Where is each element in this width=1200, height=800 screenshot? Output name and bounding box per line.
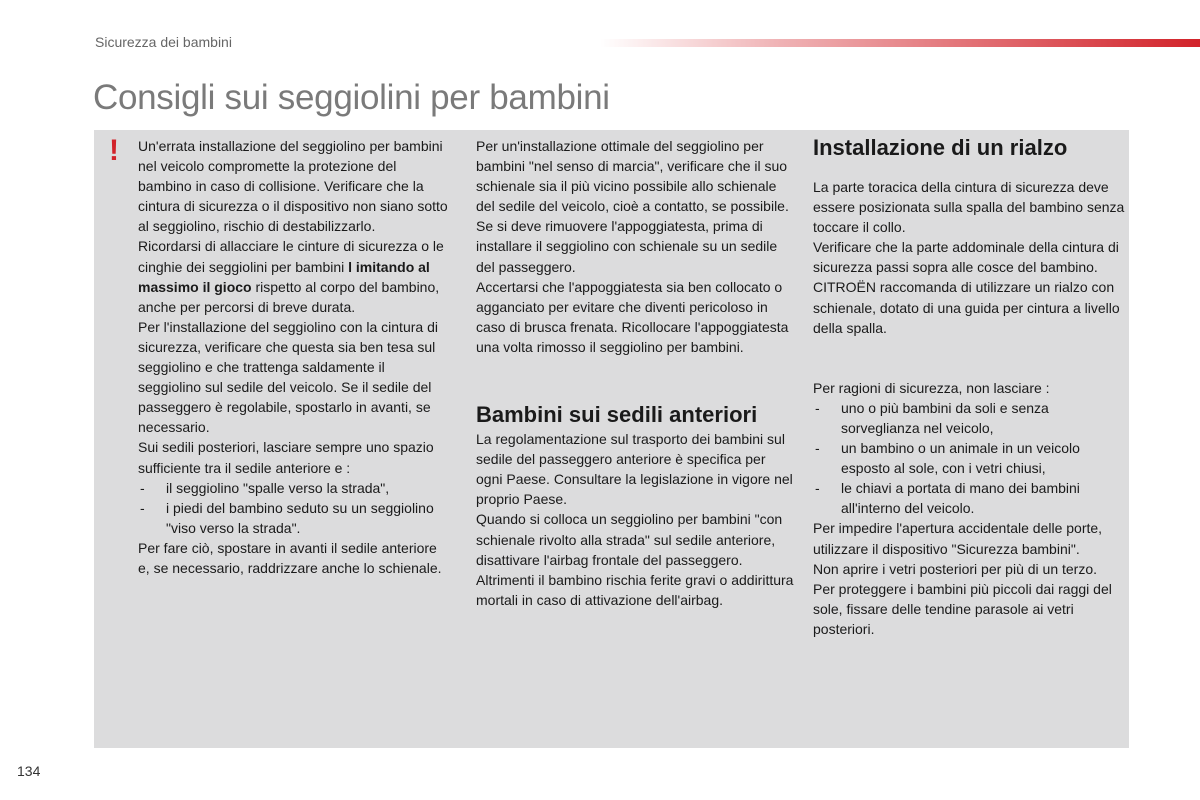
col1-bold-text: l imitando al massimo il gioco — [138, 258, 430, 295]
col3-paragraph: Verificare che la parte addominale della cintura di sicurezza passi sopra alle cosce del bambino. — [813, 239, 1119, 276]
col1-list — [138, 478, 448, 538]
col2-paragraph: Quando si colloca un seggiolino per bambini "con schienale rivolto alla strada" sul sedile anteriore, disattivare l'airbag frontale del passeggero. Altrimenti il bambino rischia ferite gravi o addirittura mortali in caso di attivazione dell'airbag. — [476, 511, 794, 608]
col3-list — [813, 398, 1125, 519]
col1-text: rispetto al corpo del bambino, anche per percorsi di breve durata. — [138, 278, 440, 315]
list-item-text: il seggiolino "spalle verso la strada", — [166, 479, 390, 496]
warning-exclamation-icon: ! — [109, 134, 119, 167]
section-heading-booster: Installazione di un rialzo — [813, 135, 1068, 160]
dash-marker: - — [815, 440, 820, 457]
list-item — [138, 498, 448, 538]
col3-paragraph: Per proteggere i bambini più piccoli dai raggi del sole, fissare delle tendine parasole ai vetri posteriori. — [813, 580, 1112, 637]
col1-paragraph: Per l'installazione del seggiolino con la cintura di sicurezza, verificare che questa sia ben tesa sul seggiolino e che trattenga saldamente il seggiolino sul sedile del veicolo. Se il sedile del passeggero è regolabile, spostarlo in avanti, se necessario. — [138, 318, 438, 436]
column-1 — [138, 136, 448, 578]
list-item — [138, 478, 448, 498]
col3-paragraph: Per impedire l'apertura accidentale delle porte, utilizzare il dispositivo "Sicurezza bambini". — [813, 520, 1103, 557]
page-number: 134 — [17, 763, 41, 779]
section-heading-front-seats: Bambini sui sedili anteriori — [476, 402, 758, 428]
col1-paragraph: Un'errata installazione del seggiolino per bambini nel veicolo compromette la protezione del bambino in caso di collisione. Verificare che la cintura di sicurezza o il dispositivo non siano sotto al seggiolino, rischio di destabilizzarlo. — [138, 138, 448, 235]
list-item — [813, 398, 1125, 438]
col3-paragraph: Non aprire i vetri posteriori per più di un terzo. — [813, 560, 1098, 577]
list-item-text: uno o più bambini da soli e senza sorveglianza nel veicolo, — [841, 399, 1049, 436]
header-accent-bar — [600, 39, 1200, 47]
col1-text: Ricordarsi di allacciare le cinture di sicurezza o le cinghie dei seggiolini per bambini — [138, 238, 444, 275]
list-item — [813, 438, 1125, 478]
header-section-title: Sicurezza dei bambini — [95, 34, 232, 50]
col3-paragraph: Per ragioni di sicurezza, non lasciare : — [813, 379, 1050, 396]
page-title: Consigli sui seggiolini per bambini — [93, 78, 610, 117]
list-item — [813, 478, 1125, 518]
list-item-text: le chiavi a portata di mano dei bambini all'interno del veicolo. — [841, 480, 1080, 517]
dash-marker: - — [815, 399, 820, 416]
spacer — [813, 338, 1125, 378]
list-item-text: i piedi del bambino seduto su un seggiolino "viso verso la strada". — [166, 499, 434, 536]
dash-marker: - — [140, 479, 145, 496]
col2-paragraph: Se si deve rimuovere l'appoggiatesta, prima di installare il seggiolino con schienale su un sedile del passeggero. — [476, 218, 778, 275]
column-2 — [476, 136, 794, 610]
dash-marker: - — [815, 480, 820, 497]
dash-marker: - — [140, 499, 145, 516]
col2-paragraph: Per un'installazione ottimale del seggiolino per bambini "nel senso di marcia", verificare che il suo schienale sia il più vicino possibile allo schienale del sedile del veicolo, cioè a contatto, se possibile. — [476, 138, 789, 215]
col1-paragraph: Sui sedili posteriori, lasciare sempre uno spazio sufficiente tra il sedile anteriore e : — [138, 439, 434, 476]
col3-paragraph: La parte toracica della cintura di sicurezza deve essere posizionata sulla spalla del bambino senza toccare il collo. — [813, 179, 1125, 236]
col2-paragraph: La regolamentazione sul trasporto dei bambini sul sedile del passeggero anteriore è specifica per ogni Paese. Consultare la legislazione in vigore nel proprio Paese. — [476, 431, 793, 508]
list-item-text: un bambino o un animale in un veicolo esposto al sole, con i vetri chiusi, — [841, 440, 1080, 477]
col3-paragraph: CITROËN raccomanda di utilizzare un rialzo con schienale, dotato di una guida per cintura a livello della spalla. — [813, 279, 1120, 336]
column-3 — [813, 136, 1125, 639]
col2-paragraph: Accertarsi che l'appoggiatesta sia ben collocato o agganciato per evitare che diventi pericoloso in caso di brusca frenata. Ricollocare l'appoggiatesta una volta rimosso il seggiolino per bambini. — [476, 278, 789, 355]
col1-paragraph: Per fare ciò, spostare in avanti il sedile anteriore e, se necessario, raddrizzare anche lo schienale. — [138, 539, 442, 576]
col1-paragraph — [138, 236, 448, 316]
